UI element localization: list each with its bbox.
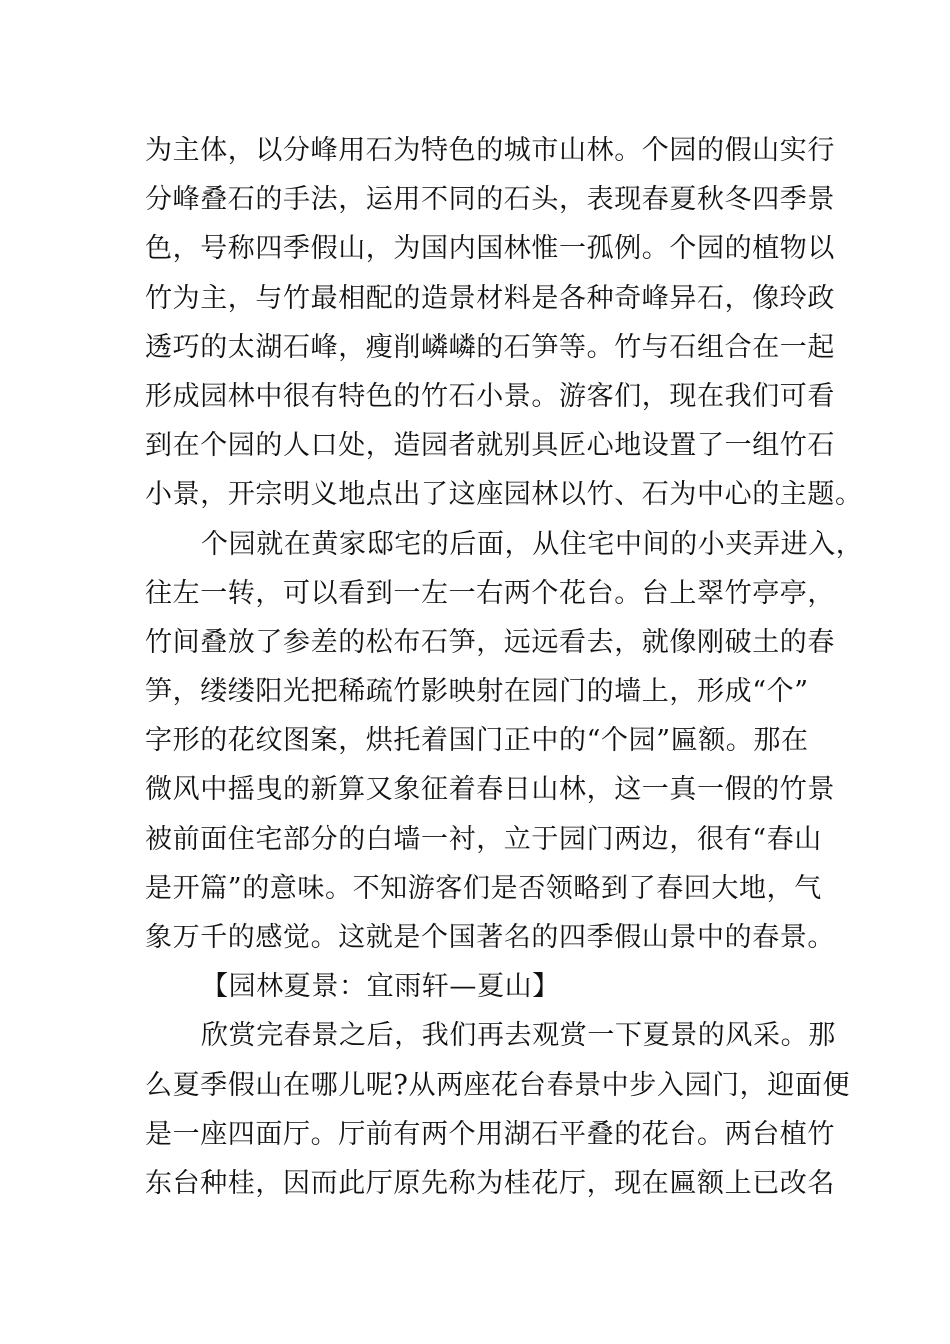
text-line: 竹为主，与竹最相配的造景材料是各种奇峰异石，像玲政	[145, 282, 835, 314]
text-line: 透巧的太湖石峰，瘦削嶙嶙的石笋等。竹与石组合在一起	[145, 331, 835, 363]
text-line: 东台种桂，因而此厅原先称为桂花厅，现在匾额上已改名	[145, 1167, 835, 1199]
paragraph-spring-scene	[145, 520, 864, 963]
text-line: 往左一转，可以看到一左一右两个花台。台上翠竹亭亭，	[145, 577, 835, 609]
text-line: 字形的花纹图案，烘托着国门正中的“个园”匾额。那在	[145, 725, 809, 757]
text-line-first-indented: 欣赏完春景之后，我们再去观赏一下夏景的风采。那	[201, 1020, 836, 1052]
text-line: 微风中摇曳的新算又象征着春日山林，这一真一假的竹景	[145, 774, 835, 806]
text-line: 分峰叠石的手法，运用不同的石头，表现春夏秋冬四季景	[145, 184, 835, 216]
text-line: 为主体，以分峰用石为特色的城市山林。个园的假山实行	[145, 135, 835, 166]
text-line: 象万千的感觉。这就是个国著名的四季假山景中的春景。	[145, 922, 835, 953]
text-line: 是一座四面厅。厅前有两个用湖石平叠的花台。两台植竹	[145, 1118, 835, 1150]
section-heading-text: 【园林夏景：宜雨轩—夏山】	[201, 971, 560, 1003]
paragraph-summer-scene	[145, 1011, 851, 1208]
text-line: 是开篇”的意味。不知游客们是否领略到了春回大地，气	[145, 872, 822, 904]
text-line: 被前面住宅部分的白墙一衬，立于园门两边，很有“春山	[145, 823, 822, 855]
text-line: 笋，缕缕阳光把稀疏竹影映射在园门的墙上，形成“个”	[145, 676, 809, 708]
text-line: 到在个园的人口处，造园者就别具匠心地设置了一组竹石	[145, 430, 835, 462]
document-text-block	[145, 126, 864, 1208]
text-line-first-indented: 个园就在黄家邸宅的后面，从住宅中间的小夹弄进入，	[201, 528, 864, 560]
section-heading	[145, 962, 815, 1011]
paragraph-continued	[145, 126, 863, 520]
text-line: 小景，开宗明义地点出了这座园林以竹、石为中心的主题。	[145, 479, 863, 511]
text-line: 色，号称四季假山，为国内国林惟一孤例。个园的植物以	[145, 233, 835, 265]
text-line: 竹间叠放了参差的松布石笋，远远看去，就像刚破土的春	[145, 626, 835, 658]
text-line: 么夏季假山在哪儿呢?从两座花台春景中步入园门，迎面便	[145, 1069, 851, 1101]
text-line: 形成园林中很有特色的竹石小景。游客们，现在我们可看	[145, 380, 835, 412]
